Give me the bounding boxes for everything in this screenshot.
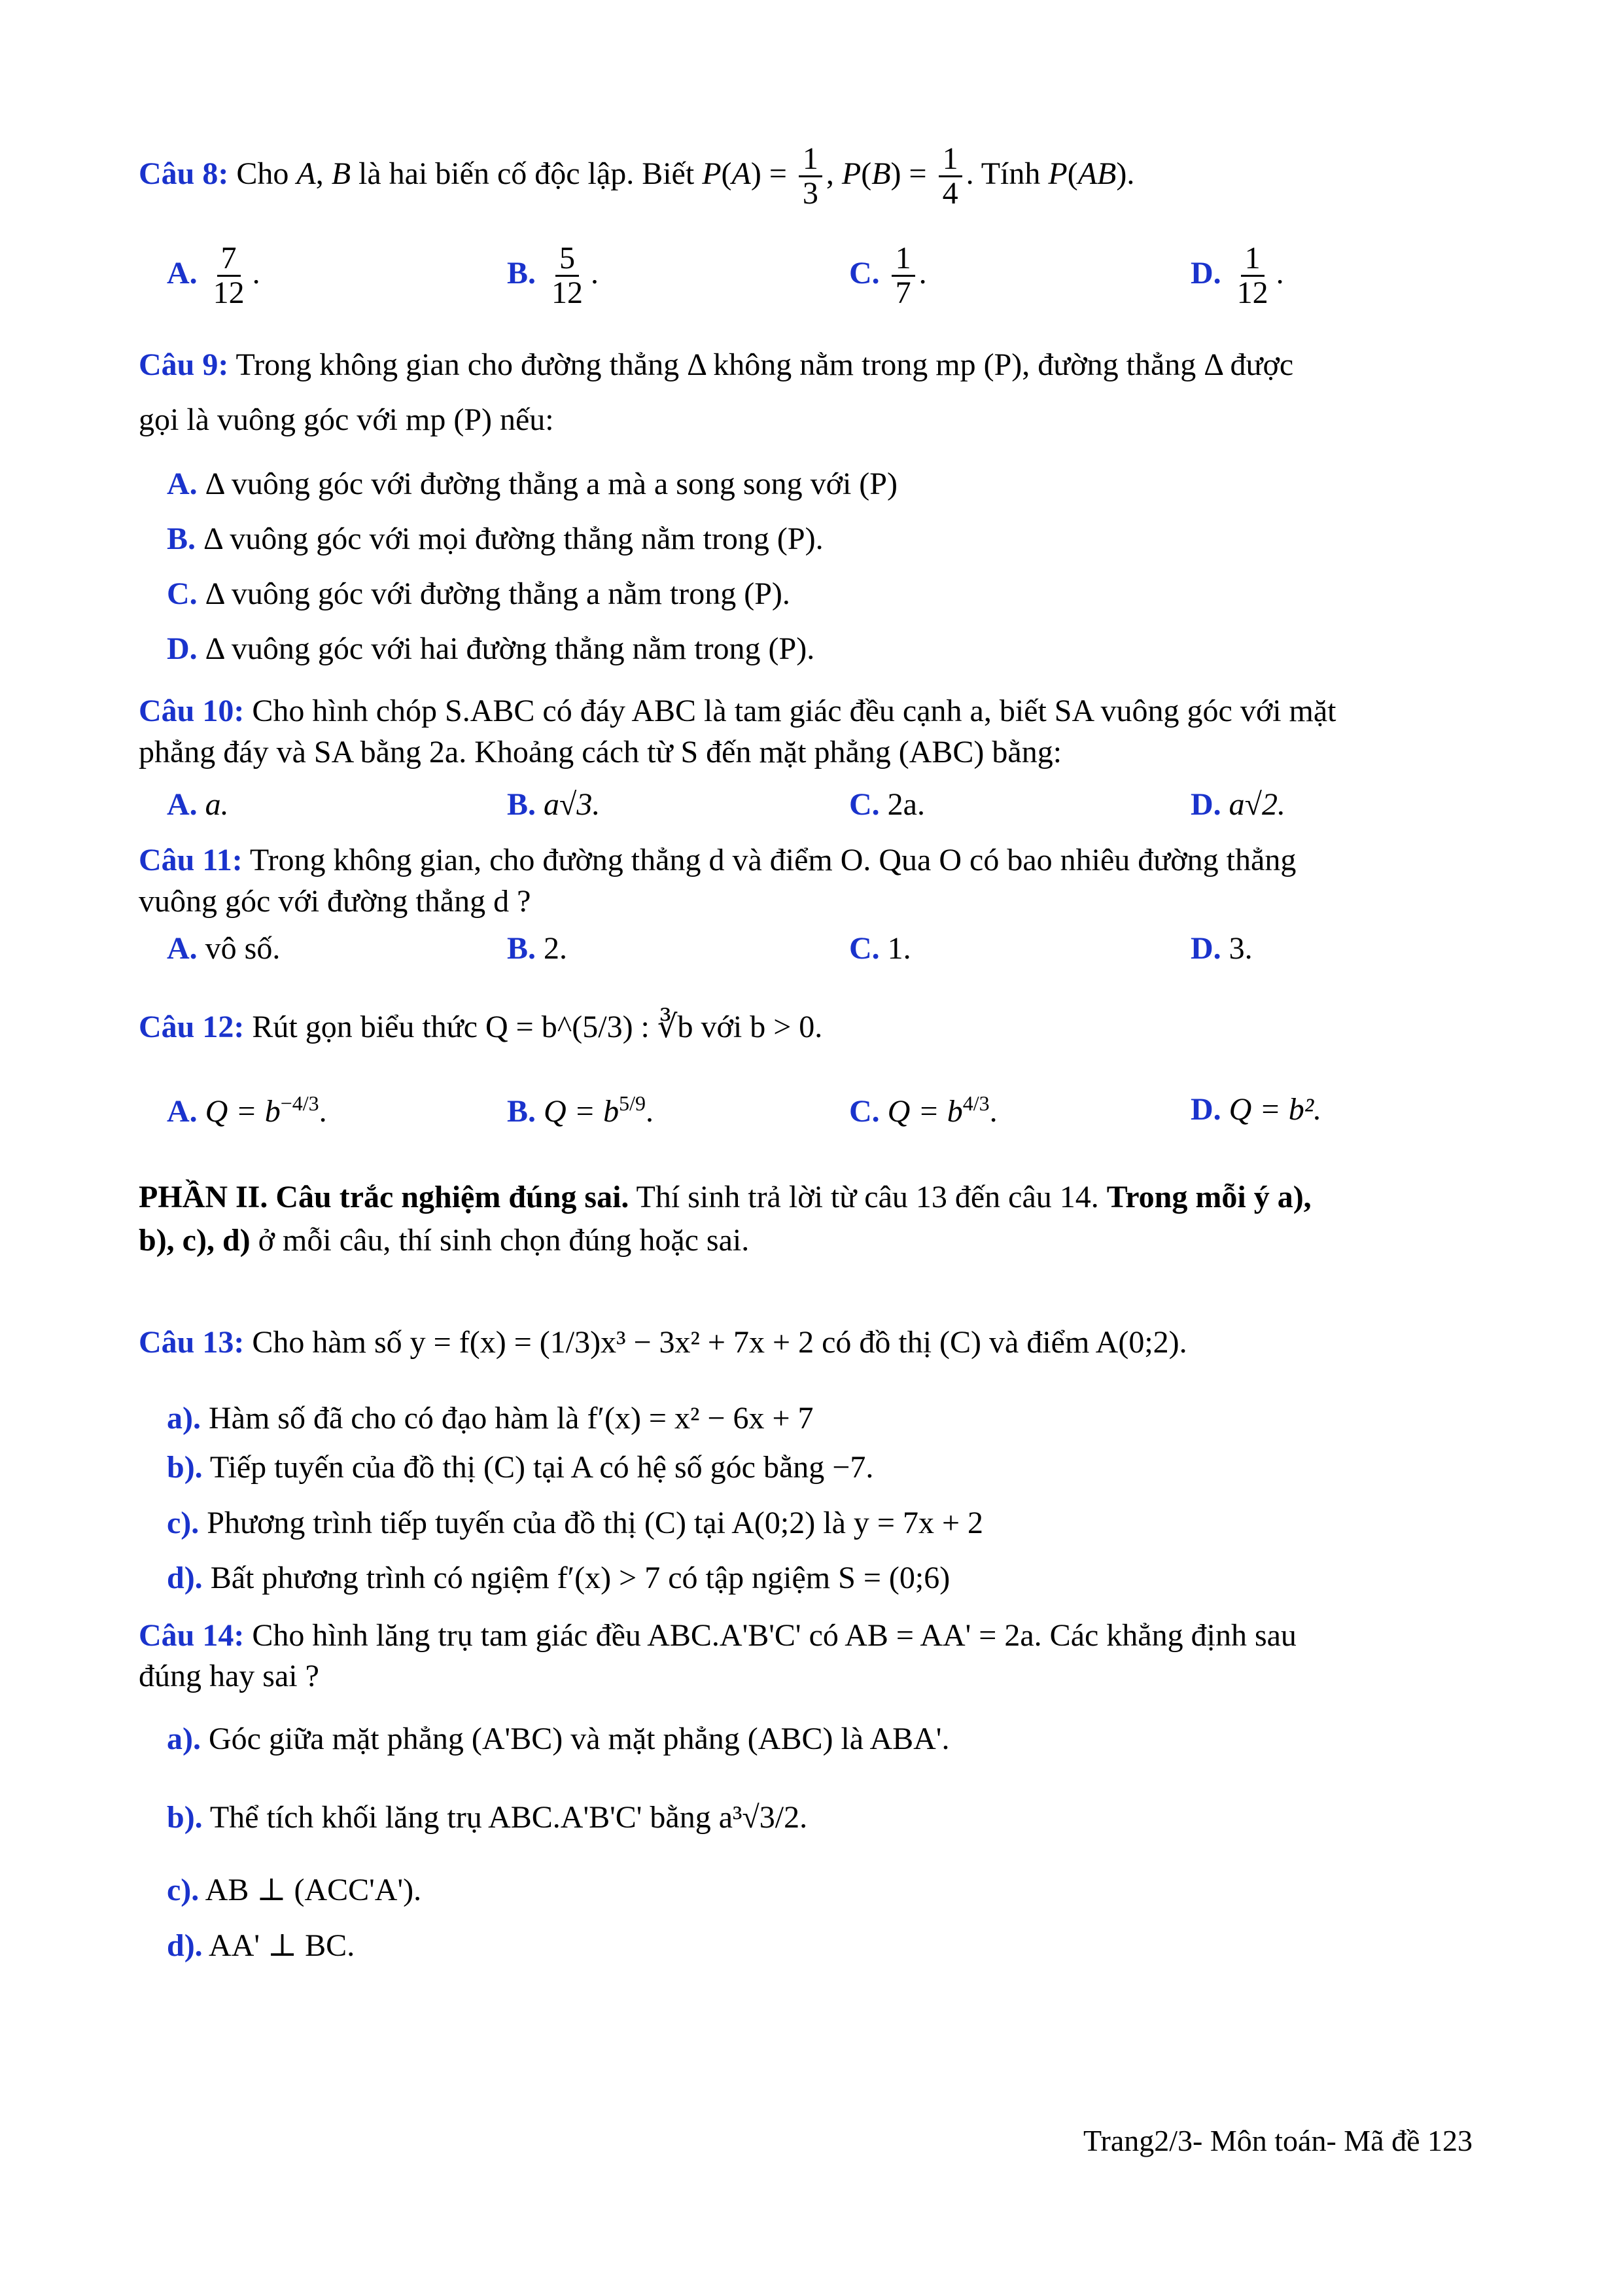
q10-option-d[interactable]: D. a√2. [1191, 787, 1286, 822]
q14-item-a[interactable]: a). Góc giữa mặt phẳng (A'BC) và mặt phẳng (ABC) là ABA'. [167, 1722, 950, 1756]
question-10-line2: phẳng đáy và SA bằng 2a. Khoảng cách từ S đến mặt phẳng (ABC) bằng: [139, 735, 1062, 769]
question-12: Câu 12: Rút gọn biểu thức Q = b^(5/3) : ∛b với b > 0. [139, 1010, 823, 1044]
part-2-heading-line2: b), c), d) ở mỗi câu, thí sinh chọn đúng hoặc sai. [139, 1223, 750, 1258]
q11-option-d[interactable]: D. 3. [1191, 931, 1253, 966]
q9-option-d[interactable]: D. Δ vuông góc với hai đường thẳng nằm trong (P). [167, 631, 815, 666]
q14-item-b[interactable]: b). Thể tích khối lăng trụ ABC.A'B'C' bằng a³√3/2. [167, 1800, 808, 1835]
q13-item-a[interactable]: a). Hàm số đã cho có đạo hàm là f′(x) = x² − 6x + 7 [167, 1401, 814, 1436]
question-11: Câu 11: Trong không gian, cho đường thẳng d và điểm O. Qua O có bao nhiêu đường thẳng [139, 843, 1297, 877]
question-text: Cho hàm số y = f(x) = (1/3)x³ − 3x² + 7x + 2 có đồ thị (C) và điểm A(0;2). [252, 1325, 1187, 1360]
q11-option-c[interactable]: C. 1. [849, 931, 911, 966]
q12-option-b[interactable]: B. $Q = b^{5/9}$. [507, 1091, 654, 1129]
question-11-line2: vuông góc với đường thẳng d ? [139, 884, 531, 919]
q10-option-a[interactable]: A. a. [167, 787, 229, 822]
q9-option-c[interactable]: C. Δ vuông góc với đường thẳng a nằm trong (P). [167, 576, 790, 611]
q8-option-b[interactable]: B. $\frac{5}{12}$ . [507, 241, 599, 311]
q13-item-b[interactable]: b). Tiếp tuyến của đồ thị (C) tại A có hệ số góc bằng −7. [167, 1450, 874, 1485]
question-text: Cho A, B là hai biến cố độc lập. Biết P(A) = $\frac{1}{3}$ , P(B) = $\frac{1}{4}$ . Tính P(AB). [236, 141, 1135, 211]
question-text: Trong không gian, cho đường thẳng d và điểm O. Qua O có bao nhiêu đường thẳng [249, 843, 1297, 877]
q12-option-c[interactable]: C. $Q = b^{4/3}$. [849, 1091, 998, 1129]
q11-option-a[interactable]: A. vô số. [167, 931, 281, 966]
question-13: Câu 13: Cho hàm số y = f(x) = (1/3)x³ − 3x² + 7x + 2 có đồ thị (C) và điểm A(0;2). [139, 1325, 1187, 1360]
q14-item-d[interactable]: d). AA' ⊥ BC. [167, 1928, 355, 1963]
question-14: Câu 14: Cho hình lăng trụ tam giác đều ABC.A'B'C' có AB = AA' = 2a. Các khẳng định sau [139, 1618, 1297, 1653]
question-text: Rút gọn biểu thức Q = b^(5/3) : ∛b với b > 0. [252, 1010, 823, 1044]
q8-option-a[interactable]: A. $\frac{7}{12}$ . [167, 241, 260, 311]
question-9: Câu 9: Trong không gian cho đường thẳng Δ không nằm trong mp (P), đường thẳng Δ được [139, 347, 1294, 382]
question-10: Câu 10: Cho hình chóp S.ABC có đáy ABC là tam giác đều cạnh a, biết SA vuông góc với mặt [139, 694, 1336, 728]
q10-option-b[interactable]: B. a√3. [507, 787, 601, 822]
q11-option-b[interactable]: B. 2. [507, 931, 568, 966]
question-text: Cho hình chóp S.ABC có đáy ABC là tam giác đều cạnh a, biết SA vuông góc với mặt [252, 694, 1336, 728]
q12-option-d[interactable]: D. Q = b². [1191, 1092, 1322, 1127]
q8-option-d[interactable]: D. $\frac{1}{12}$ . [1191, 241, 1284, 311]
page-footer: Trang2/3- Môn toán- Mã đề 123 [1083, 2124, 1473, 2157]
question-9-line2: gọi là vuông góc với mp (P) nếu: [139, 402, 554, 437]
q10-option-c[interactable]: C. 2a. [849, 787, 925, 822]
question-text: Cho hình lăng trụ tam giác đều ABC.A'B'C' có AB = AA' = 2a. Các khẳng định sau [252, 1618, 1297, 1653]
q8-option-c[interactable]: C. $\frac{1}{7}$ . [849, 241, 927, 311]
q9-option-a[interactable]: A. Δ vuông góc với đường thẳng a mà a song song với (P) [167, 467, 898, 501]
question-text: Trong không gian cho đường thẳng Δ không nằm trong mp (P), đường thẳng Δ được [236, 347, 1294, 382]
q13-item-d[interactable]: d). Bất phương trình có ngiệm f′(x) > 7 có tập ngiệm S = (0;6) [167, 1561, 951, 1595]
question-14-line2: đúng hay sai ? [139, 1659, 319, 1693]
question-8 [139, 143, 1505, 211]
q14-item-c[interactable]: c). AB ⊥ (ACC'A'). [167, 1873, 422, 1907]
q9-option-b[interactable]: B. Δ vuông góc với mọi đường thẳng nằm trong (P). [167, 521, 824, 556]
q13-item-c[interactable]: c). Phương trình tiếp tuyến của đồ thị (C) tại A(0;2) là y = 7x + 2 [167, 1506, 984, 1540]
q12-option-a[interactable]: A. $Q = b^{-4/3}$. [167, 1091, 327, 1129]
part-2-heading: PHẦN II. Câu trắc nghiệm đúng sai. Thí sinh trả lời từ câu 13 đến câu 14. Trong mỗi ý a), [139, 1180, 1312, 1214]
question-label: Câu 8: [139, 156, 229, 191]
